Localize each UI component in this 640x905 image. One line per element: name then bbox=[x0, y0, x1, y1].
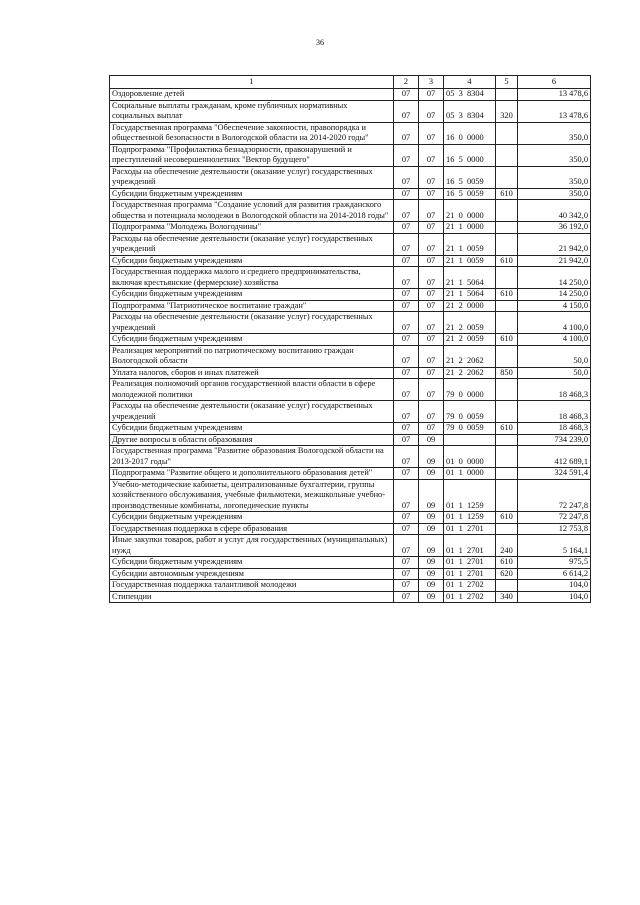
row-expense-type-cell: 610 bbox=[496, 289, 518, 301]
table-row bbox=[110, 446, 591, 468]
row-target-article-cell: 01 1 2702 bbox=[444, 580, 496, 592]
row-amount-cell: 14 250,0 bbox=[518, 289, 591, 301]
table-row bbox=[110, 401, 591, 423]
row-subsection-cell: 07 bbox=[419, 423, 444, 435]
table-row bbox=[110, 255, 591, 267]
row-subsection-cell: 07 bbox=[419, 267, 444, 289]
row-section-cell: 07 bbox=[394, 312, 419, 334]
row-amount-cell: 350,0 bbox=[518, 122, 591, 144]
row-name-cell: Реализация полномочий органов государственной власти области в сфере молодежной политики bbox=[110, 379, 394, 401]
row-expense-type-cell bbox=[496, 89, 518, 101]
row-target-article-cell: 21 2 0059 bbox=[444, 312, 496, 334]
row-expense-type-cell bbox=[496, 468, 518, 480]
row-section-cell: 07 bbox=[394, 568, 419, 580]
row-target-article-cell: 01 1 2702 bbox=[444, 591, 496, 603]
row-expense-type-cell bbox=[496, 200, 518, 222]
row-target-article-cell: 21 1 0059 bbox=[444, 233, 496, 255]
row-expense-type-cell bbox=[496, 144, 518, 166]
budget-table bbox=[109, 75, 591, 603]
row-amount-cell: 104,0 bbox=[518, 580, 591, 592]
row-subsection-cell: 07 bbox=[419, 89, 444, 101]
row-name-cell: Субсидии бюджетным учреждениям bbox=[110, 289, 394, 301]
row-amount-cell: 4 100,0 bbox=[518, 312, 591, 334]
row-target-article-cell: 79 0 0059 bbox=[444, 401, 496, 423]
row-amount-cell: 104,0 bbox=[518, 591, 591, 603]
row-subsection-cell: 07 bbox=[419, 200, 444, 222]
row-expense-type-cell: 240 bbox=[496, 535, 518, 557]
row-name-cell: Иные закупки товаров, работ и услуг для государственных (муниципальных) нужд bbox=[110, 535, 394, 557]
row-target-article-cell: 16 0 0000 bbox=[444, 122, 496, 144]
row-expense-type-cell bbox=[496, 446, 518, 468]
row-amount-cell: 36 192,0 bbox=[518, 222, 591, 234]
row-name-cell: Подпрограмма "Развитие общего и дополнительного образования детей" bbox=[110, 468, 394, 480]
table-row bbox=[110, 122, 591, 144]
table-row bbox=[110, 200, 591, 222]
row-name-cell: Субсидии бюджетным учреждениям bbox=[110, 557, 394, 569]
row-target-article-cell: 79 0 0000 bbox=[444, 379, 496, 401]
row-target-article-cell: 01 1 1259 bbox=[444, 512, 496, 524]
row-expense-type-cell bbox=[496, 434, 518, 446]
row-target-article-cell: 16 5 0000 bbox=[444, 144, 496, 166]
row-amount-cell: 975,5 bbox=[518, 557, 591, 569]
row-target-article-cell: 01 1 0000 bbox=[444, 468, 496, 480]
row-name-cell: Субсидии бюджетным учреждениям bbox=[110, 188, 394, 200]
row-amount-cell: 50,0 bbox=[518, 367, 591, 379]
row-target-article-cell: 21 1 5064 bbox=[444, 289, 496, 301]
row-subsection-cell: 07 bbox=[419, 122, 444, 144]
row-target-article-cell: 01 1 2701 bbox=[444, 557, 496, 569]
row-amount-cell: 18 468,3 bbox=[518, 379, 591, 401]
table-row bbox=[110, 379, 591, 401]
row-name-cell: Учебно-методические кабинеты, централизованные бухгалтерии, группы хозяйственного обслуживания, учебные фильмотеки, межшкольные учебно-производственные комбинаты, логопедические пункты bbox=[110, 479, 394, 512]
row-section-cell: 07 bbox=[394, 233, 419, 255]
row-expense-type-cell bbox=[496, 379, 518, 401]
row-expense-type-cell: 620 bbox=[496, 568, 518, 580]
header-cell-3: 3 bbox=[419, 76, 444, 89]
table-row bbox=[110, 89, 591, 101]
page-number: 36 bbox=[316, 38, 324, 47]
row-section-cell: 07 bbox=[394, 166, 419, 188]
row-name-cell: Расходы на обеспечение деятельности (оказание услуг) государственных учреждений bbox=[110, 312, 394, 334]
row-amount-cell: 350,0 bbox=[518, 188, 591, 200]
row-expense-type-cell bbox=[496, 267, 518, 289]
table-row bbox=[110, 423, 591, 435]
row-amount-cell: 13 478,6 bbox=[518, 100, 591, 122]
row-section-cell: 07 bbox=[394, 100, 419, 122]
table-row bbox=[110, 144, 591, 166]
row-name-cell: Расходы на обеспечение деятельности (оказание услуг) государственных учреждений bbox=[110, 401, 394, 423]
row-expense-type-cell bbox=[496, 233, 518, 255]
row-amount-cell: 21 942,0 bbox=[518, 255, 591, 267]
table-row bbox=[110, 300, 591, 312]
row-name-cell: Стипендии bbox=[110, 591, 394, 603]
row-subsection-cell: 07 bbox=[419, 345, 444, 367]
table-row bbox=[110, 312, 591, 334]
row-subsection-cell: 07 bbox=[419, 255, 444, 267]
row-name-cell: Субсидии бюджетным учреждениям bbox=[110, 423, 394, 435]
table-row bbox=[110, 166, 591, 188]
row-target-article-cell: 05 3 8304 bbox=[444, 89, 496, 101]
row-expense-type-cell bbox=[496, 222, 518, 234]
row-name-cell: Государственная поддержка малого и среднего предпринимательства, включая крестьянские (фермерские) хозяйства bbox=[110, 267, 394, 289]
row-expense-type-cell bbox=[496, 345, 518, 367]
table-row bbox=[110, 289, 591, 301]
row-section-cell: 07 bbox=[394, 200, 419, 222]
row-section-cell: 07 bbox=[394, 144, 419, 166]
header-cell-5: 5 bbox=[496, 76, 518, 89]
row-name-cell: Субсидии автономным учреждениям bbox=[110, 568, 394, 580]
row-name-cell: Другие вопросы в области образования bbox=[110, 434, 394, 446]
header-cell-4: 4 bbox=[444, 76, 496, 89]
row-subsection-cell: 09 bbox=[419, 557, 444, 569]
row-name-cell: Расходы на обеспечение деятельности (оказание услуг) государственных учреждений bbox=[110, 233, 394, 255]
row-amount-cell: 412 689,1 bbox=[518, 446, 591, 468]
table-row bbox=[110, 267, 591, 289]
row-target-article-cell: 16 5 0059 bbox=[444, 188, 496, 200]
row-expense-type-cell: 610 bbox=[496, 188, 518, 200]
table-row bbox=[110, 222, 591, 234]
row-name-cell: Государственная программа "Обеспечение законности, правопорядка и общественной безопасности в Вологодской области на 2014-2020 годы" bbox=[110, 122, 394, 144]
row-section-cell: 07 bbox=[394, 379, 419, 401]
row-section-cell: 07 bbox=[394, 434, 419, 446]
row-amount-cell: 13 478,6 bbox=[518, 89, 591, 101]
row-expense-type-cell: 340 bbox=[496, 591, 518, 603]
row-expense-type-cell: 610 bbox=[496, 512, 518, 524]
row-name-cell: Подпрограмма "Молодежь Вологодчины" bbox=[110, 222, 394, 234]
row-section-cell: 07 bbox=[394, 512, 419, 524]
row-section-cell: 07 bbox=[394, 300, 419, 312]
row-amount-cell: 12 753,8 bbox=[518, 523, 591, 535]
table-row bbox=[110, 334, 591, 346]
row-section-cell: 07 bbox=[394, 367, 419, 379]
row-subsection-cell: 09 bbox=[419, 523, 444, 535]
table-row bbox=[110, 233, 591, 255]
row-name-cell: Реализация мероприятий по патриотическому воспитанию граждан Вологодской области bbox=[110, 345, 394, 367]
row-subsection-cell: 07 bbox=[419, 401, 444, 423]
row-subsection-cell: 07 bbox=[419, 188, 444, 200]
table-header bbox=[110, 76, 591, 89]
row-subsection-cell: 07 bbox=[419, 233, 444, 255]
row-target-article-cell: 21 2 2062 bbox=[444, 367, 496, 379]
row-expense-type-cell bbox=[496, 401, 518, 423]
row-amount-cell: 4 150,0 bbox=[518, 300, 591, 312]
row-target-article-cell: 05 3 8304 bbox=[444, 100, 496, 122]
row-target-article-cell: 01 1 1259 bbox=[444, 479, 496, 512]
row-name-cell: Подпрограмма "Патриотическое воспитание граждан" bbox=[110, 300, 394, 312]
row-section-cell: 07 bbox=[394, 122, 419, 144]
row-subsection-cell: 09 bbox=[419, 512, 444, 524]
row-target-article-cell: 01 0 0000 bbox=[444, 446, 496, 468]
row-expense-type-cell: 610 bbox=[496, 557, 518, 569]
row-target-article-cell: 21 1 5064 bbox=[444, 267, 496, 289]
row-subsection-cell: 09 bbox=[419, 591, 444, 603]
row-name-cell: Субсидии бюджетным учреждениям bbox=[110, 512, 394, 524]
row-target-article-cell: 79 0 0059 bbox=[444, 423, 496, 435]
table-row bbox=[110, 468, 591, 480]
row-section-cell: 07 bbox=[394, 423, 419, 435]
row-target-article-cell: 21 2 0059 bbox=[444, 334, 496, 346]
row-name-cell: Подпрограмма "Профилактика безнадзорности, правонарушений и преступлений несовершеннолетних "Вектор будущего" bbox=[110, 144, 394, 166]
row-expense-type-cell bbox=[496, 300, 518, 312]
row-section-cell: 07 bbox=[394, 591, 419, 603]
row-name-cell: Субсидии бюджетным учреждениям bbox=[110, 255, 394, 267]
row-subsection-cell: 09 bbox=[419, 446, 444, 468]
row-target-article-cell bbox=[444, 434, 496, 446]
row-expense-type-cell: 850 bbox=[496, 367, 518, 379]
row-section-cell: 07 bbox=[394, 289, 419, 301]
row-amount-cell: 50,0 bbox=[518, 345, 591, 367]
table-row bbox=[110, 591, 591, 603]
table-row bbox=[110, 557, 591, 569]
table-row bbox=[110, 345, 591, 367]
row-name-cell: Государственная программа "Создание условий для развития гражданского общества и потенциала молодежи в Вологодской области на 2014-2018 годы" bbox=[110, 200, 394, 222]
row-amount-cell: 72 247,8 bbox=[518, 479, 591, 512]
row-amount-cell: 14 250,0 bbox=[518, 267, 591, 289]
row-amount-cell: 21 942,0 bbox=[518, 233, 591, 255]
row-target-article-cell: 21 2 0000 bbox=[444, 300, 496, 312]
row-section-cell: 07 bbox=[394, 89, 419, 101]
table-row bbox=[110, 479, 591, 512]
header-cell-1: 1 bbox=[110, 76, 394, 89]
row-subsection-cell: 07 bbox=[419, 166, 444, 188]
row-section-cell: 07 bbox=[394, 479, 419, 512]
table-row bbox=[110, 188, 591, 200]
header-row bbox=[110, 76, 591, 89]
row-target-article-cell: 21 0 0000 bbox=[444, 200, 496, 222]
row-subsection-cell: 09 bbox=[419, 535, 444, 557]
row-section-cell: 07 bbox=[394, 267, 419, 289]
row-amount-cell: 5 164,1 bbox=[518, 535, 591, 557]
row-subsection-cell: 07 bbox=[419, 300, 444, 312]
row-amount-cell: 4 100,0 bbox=[518, 334, 591, 346]
row-target-article-cell: 16 5 0059 bbox=[444, 166, 496, 188]
row-name-cell: Государственная поддержка талантливой молодежи bbox=[110, 580, 394, 592]
row-name-cell: Социальные выплаты гражданам, кроме публичных нормативных социальных выплат bbox=[110, 100, 394, 122]
table-row bbox=[110, 523, 591, 535]
row-subsection-cell: 09 bbox=[419, 580, 444, 592]
row-subsection-cell: 07 bbox=[419, 334, 444, 346]
row-amount-cell: 350,0 bbox=[518, 166, 591, 188]
row-section-cell: 07 bbox=[394, 580, 419, 592]
row-expense-type-cell bbox=[496, 166, 518, 188]
row-section-cell: 07 bbox=[394, 401, 419, 423]
row-target-article-cell: 21 2 2062 bbox=[444, 345, 496, 367]
row-amount-cell: 324 591,4 bbox=[518, 468, 591, 480]
row-subsection-cell: 09 bbox=[419, 479, 444, 512]
row-section-cell: 07 bbox=[394, 523, 419, 535]
row-amount-cell: 734 239,0 bbox=[518, 434, 591, 446]
row-section-cell: 07 bbox=[394, 345, 419, 367]
row-name-cell: Расходы на обеспечение деятельности (оказание услуг) государственных учреждений bbox=[110, 166, 394, 188]
row-amount-cell: 18 468,3 bbox=[518, 401, 591, 423]
row-name-cell: Субсидии бюджетным учреждениям bbox=[110, 334, 394, 346]
row-expense-type-cell bbox=[496, 312, 518, 334]
row-subsection-cell: 07 bbox=[419, 100, 444, 122]
row-amount-cell: 18 468,3 bbox=[518, 423, 591, 435]
row-subsection-cell: 07 bbox=[419, 367, 444, 379]
table-row bbox=[110, 512, 591, 524]
row-name-cell: Уплата налогов, сборов и иных платежей bbox=[110, 367, 394, 379]
header-cell-2: 2 bbox=[394, 76, 419, 89]
row-subsection-cell: 07 bbox=[419, 222, 444, 234]
table-body bbox=[110, 89, 591, 603]
row-subsection-cell: 09 bbox=[419, 468, 444, 480]
row-subsection-cell: 07 bbox=[419, 144, 444, 166]
row-amount-cell: 6 614,2 bbox=[518, 568, 591, 580]
table-row bbox=[110, 367, 591, 379]
row-target-article-cell: 01 1 2701 bbox=[444, 535, 496, 557]
row-amount-cell: 40 342,0 bbox=[518, 200, 591, 222]
table-row bbox=[110, 568, 591, 580]
row-target-article-cell: 01 1 2701 bbox=[444, 523, 496, 535]
row-subsection-cell: 09 bbox=[419, 434, 444, 446]
row-section-cell: 07 bbox=[394, 446, 419, 468]
row-name-cell: Государственная программа "Развитие образования Вологодской области на 2013-2017 годы" bbox=[110, 446, 394, 468]
row-subsection-cell: 07 bbox=[419, 379, 444, 401]
table-row bbox=[110, 434, 591, 446]
row-target-article-cell: 01 1 2701 bbox=[444, 568, 496, 580]
row-section-cell: 07 bbox=[394, 468, 419, 480]
row-section-cell: 07 bbox=[394, 535, 419, 557]
row-expense-type-cell: 610 bbox=[496, 255, 518, 267]
row-expense-type-cell: 610 bbox=[496, 423, 518, 435]
row-section-cell: 07 bbox=[394, 188, 419, 200]
table-row bbox=[110, 580, 591, 592]
row-subsection-cell: 09 bbox=[419, 568, 444, 580]
row-name-cell: Государственная поддержка в сфере образования bbox=[110, 523, 394, 535]
row-section-cell: 07 bbox=[394, 334, 419, 346]
row-expense-type-cell: 320 bbox=[496, 100, 518, 122]
row-section-cell: 07 bbox=[394, 222, 419, 234]
table-row bbox=[110, 100, 591, 122]
row-amount-cell: 72 247,8 bbox=[518, 512, 591, 524]
header-cell-6: 6 bbox=[518, 76, 591, 89]
row-expense-type-cell bbox=[496, 580, 518, 592]
row-subsection-cell: 07 bbox=[419, 312, 444, 334]
row-subsection-cell: 07 bbox=[419, 289, 444, 301]
row-section-cell: 07 bbox=[394, 255, 419, 267]
row-target-article-cell: 21 1 0000 bbox=[444, 222, 496, 234]
row-amount-cell: 350,0 bbox=[518, 144, 591, 166]
table-row bbox=[110, 535, 591, 557]
row-name-cell: Оздоровление детей bbox=[110, 89, 394, 101]
row-expense-type-cell bbox=[496, 122, 518, 144]
row-expense-type-cell bbox=[496, 479, 518, 512]
row-expense-type-cell bbox=[496, 523, 518, 535]
row-expense-type-cell: 610 bbox=[496, 334, 518, 346]
row-section-cell: 07 bbox=[394, 557, 419, 569]
row-target-article-cell: 21 1 0059 bbox=[444, 255, 496, 267]
